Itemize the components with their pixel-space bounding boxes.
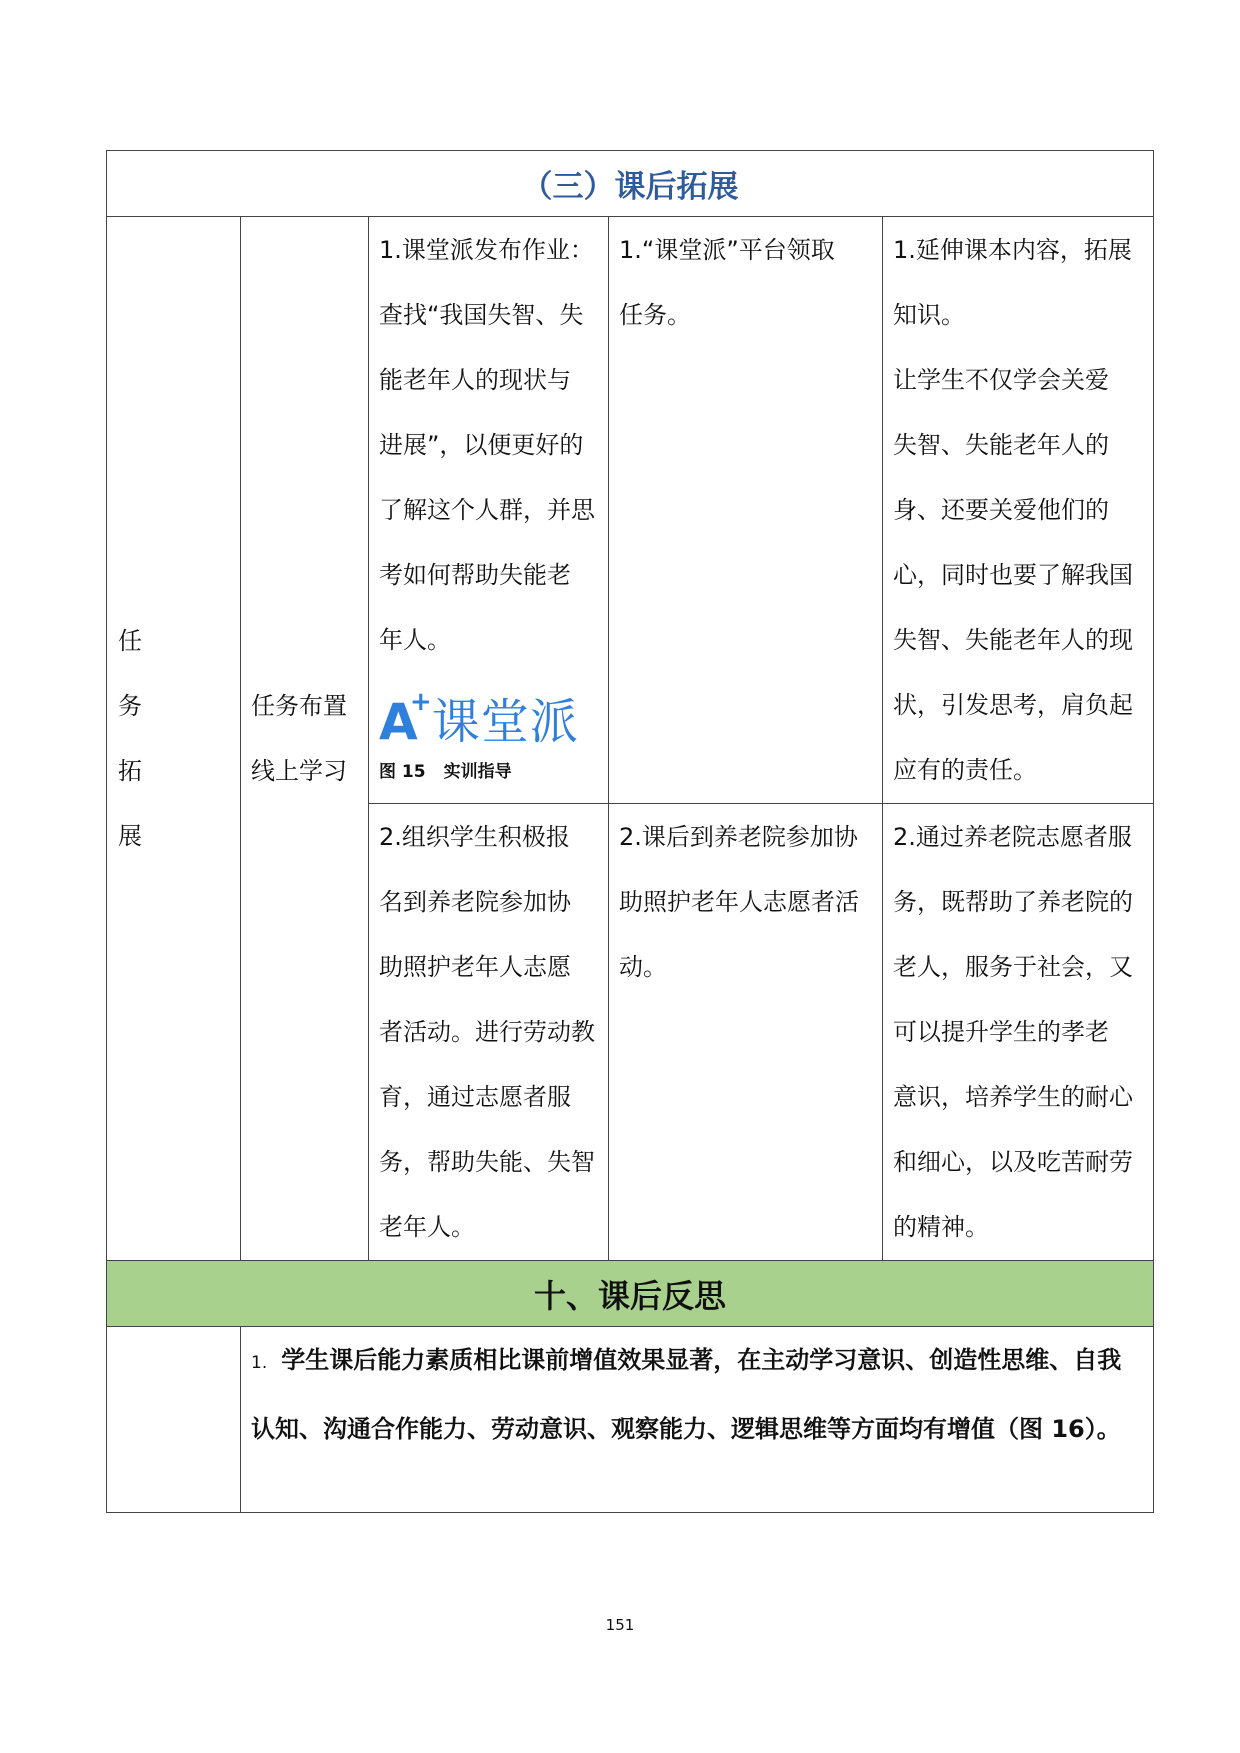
purpose-1 bbox=[883, 217, 1154, 804]
text-line: 助照护老年人志愿 bbox=[379, 953, 571, 981]
text-line: 老年人。 bbox=[379, 1213, 475, 1241]
text-line: 任务。 bbox=[619, 301, 691, 329]
sub-label-line: 任务布置 bbox=[251, 691, 347, 720]
reflection-number: 1. bbox=[251, 1353, 268, 1373]
reflection-text: 学生课后能力素质相比课前增值效果显著，在主动学习意识、创造性思维、自我 bbox=[281, 1346, 1122, 1374]
text-line: 考如何帮助失能老 bbox=[379, 561, 571, 589]
logo-letter: A + bbox=[379, 687, 432, 751]
text-line: 务，既帮助了养老院的 bbox=[893, 888, 1133, 916]
text-line: 2.课后到养老院参加协 bbox=[619, 823, 858, 851]
figure-caption-label: 图 15 bbox=[379, 762, 426, 782]
logo-text: 课堂派 bbox=[431, 694, 579, 750]
student-activity-2 bbox=[609, 804, 883, 1261]
text-line: 进展”，以便更好的 bbox=[379, 431, 584, 459]
section-header: （三）课后拓展 bbox=[107, 151, 1154, 217]
text-line: 和细心，以及吃苦耐劳 bbox=[893, 1148, 1133, 1176]
text-line: 可以提升学生的孝老 bbox=[893, 1018, 1109, 1046]
reflection-content bbox=[241, 1327, 1154, 1513]
side-label-char: 展 bbox=[118, 821, 142, 850]
text-line: 意识，培养学生的耐心 bbox=[893, 1083, 1133, 1111]
reflection-line: 认知、沟通合作能力、劳动意识、观察能力、逻辑思维等方面均有增值（图 16）。 bbox=[251, 1415, 1121, 1443]
text-line: 育，通过志愿者服 bbox=[379, 1083, 571, 1111]
text-line: 状，引发思考，肩负起 bbox=[893, 691, 1133, 719]
text-line: 1.延伸课本内容，拓展 bbox=[893, 236, 1132, 264]
text-line: 让学生不仅学会关爱 bbox=[893, 366, 1109, 394]
purpose-2 bbox=[883, 804, 1154, 1261]
side-label-char: 任 bbox=[118, 626, 142, 655]
text-line: 老人，服务于社会，又 bbox=[893, 953, 1133, 981]
teacher-activity-1 bbox=[369, 217, 609, 804]
reflection-header: 十、课后反思 bbox=[107, 1261, 1154, 1327]
text-line: 失智、失能老年人的 bbox=[893, 431, 1109, 459]
side-label bbox=[107, 217, 241, 1261]
side-label-char: 拓 bbox=[118, 756, 142, 785]
figure-caption-title: 实训指导 bbox=[443, 762, 512, 782]
text-line: 了解这个人群，并思 bbox=[379, 496, 595, 524]
text-line: 1.“课堂派”平台领取 bbox=[619, 236, 835, 264]
course-table bbox=[106, 150, 1154, 1513]
text-line: 应有的责任。 bbox=[893, 756, 1037, 784]
text-line: 名到养老院参加协 bbox=[379, 888, 571, 916]
teacher-activity-2 bbox=[369, 804, 609, 1261]
reflection-empty-cell bbox=[107, 1327, 241, 1513]
sub-label bbox=[241, 217, 369, 1261]
text-line: 动。 bbox=[619, 953, 667, 981]
text-line: 心，同时也要了解我国 bbox=[893, 561, 1133, 589]
ketangpai-logo bbox=[379, 687, 600, 753]
student-activity-1 bbox=[609, 217, 883, 804]
page-number: 151 bbox=[605, 1616, 635, 1634]
text-line: 失智、失能老年人的现 bbox=[893, 626, 1133, 654]
sub-label-line: 线上学习 bbox=[251, 756, 347, 785]
text-line: 身、还要关爱他们的 bbox=[893, 496, 1109, 524]
side-label-char: 务 bbox=[118, 691, 142, 720]
text-line: 者活动。进行劳动教 bbox=[379, 1018, 595, 1046]
text-line: 助照护老年人志愿者活 bbox=[619, 888, 859, 916]
text-line: 年人。 bbox=[379, 626, 451, 654]
text-line: 2.组织学生积极报 bbox=[379, 823, 570, 851]
text-line: 的精神。 bbox=[893, 1213, 989, 1241]
reflection-line bbox=[251, 1327, 1147, 1396]
text-line: 查找“我国失智、失 bbox=[379, 301, 584, 329]
text-line: 1.课堂派发布作业： bbox=[379, 236, 594, 264]
text-line: 务，帮助失能、失智 bbox=[379, 1148, 595, 1176]
text-line: 2.通过养老院志愿者服 bbox=[893, 823, 1132, 851]
figure-caption bbox=[379, 757, 600, 787]
text-line: 知识。 bbox=[893, 301, 965, 329]
text-line: 能老年人的现状与 bbox=[379, 366, 571, 394]
